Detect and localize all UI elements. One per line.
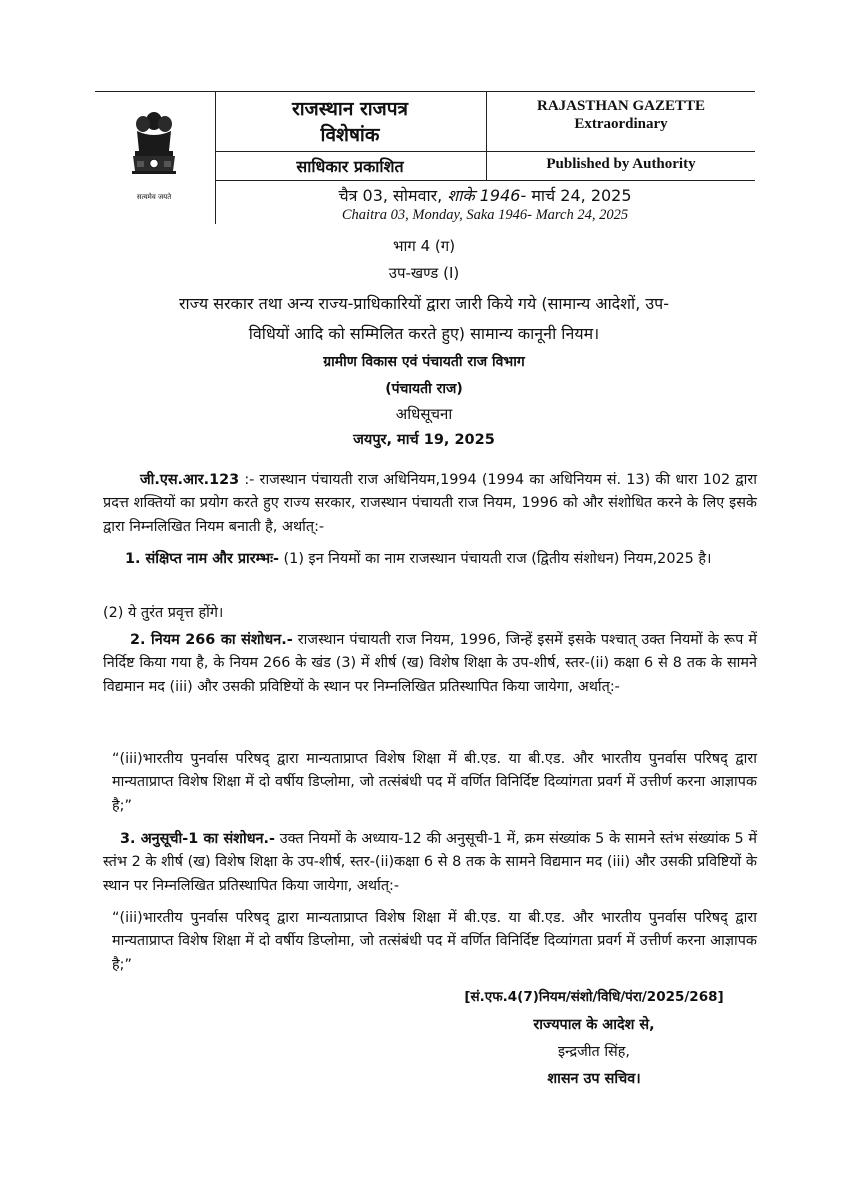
rule3-text: उक्त नियमों के अध्याय-12 की अनुसूची-1 में, क्रम संख्यांक 5 के सामने स्तंभ संख्यांक 5 में स्तंभ 2 के शीर्ष (ख) विशेष शिक्षा के उप-शीर्ष, स्तर-(ii)कक्षा 6 से 8 तक के सामने विद्यमान मद (iii) और उसकी प्रविष्टियों के स्थान पर निम्नलिखित प्रतिस्थापित किया जायेगा, अर्थात्:- (103, 831, 757, 894)
hindi-date-saka: शाके 1946 (447, 186, 521, 205)
hindi-published-by-authority: साधिकार प्रकाशित (296, 157, 404, 176)
department-name: ग्रामीण विकास एवं पंचायती राज विभाग (323, 354, 525, 370)
governor-order-line: राज्यपाल के आदेश से, (533, 1017, 655, 1033)
gazette-header (95, 91, 755, 224)
hindi-date-prefix: चैत्र 03, सोमवार, (338, 186, 448, 205)
rule3-heading: 3. अनुसूची-1 का संशोधन.- (120, 831, 275, 847)
hindi-gazette-subtitle: विशेषांक (320, 124, 380, 146)
header-top-rule (95, 91, 755, 92)
quote2-text: “(iii)भारतीय पुनर्वास परिषद् द्वारा मान्यताप्राप्त विशेष शिक्षा में बी.एड. या बी.एड. और भारतीय पुनर्वास परिषद् द्वारा मान्यताप्राप्त विशेष शिक्षा में दो वर्षीय डिप्लोमा, जो तत्संबंधी पद में वर्णित विनिर्दिष्ट दिव्यांगता प्रवर्ग में उत्तीर्ण करना आज्ञापक है;” (112, 910, 757, 973)
quote1-text: “(iii)भारतीय पुनर्वास परिषद् द्वारा मान्यताप्राप्त विशेष शिक्षा में बी.एड. या बी.एड. और भारतीय पुनर्वास परिषद् द्वारा मान्यताप्राप्त विशेष शिक्षा में दो वर्षीय डिप्लोमा, जो तत्संबंधी पद में वर्णित विनिर्दिष्ट दिव्यांगता प्रवर्ग में उत्तीर्ण करना आज्ञापक है;” (112, 751, 757, 814)
gsr-paragraph (103, 469, 757, 539)
rule1-text: (1) इन नियमों का नाम राजस्थान पंचायती राज (द्वितीय संशोधन) नियम,2025 है। (278, 551, 712, 567)
section-description-line2: विधियों आदि को सम्मिलित करते हुए) सामान्य कानूनी नियम। (248, 324, 600, 343)
ashoka-emblem-icon (123, 107, 185, 191)
emblem-motto: सत्यमेव जयते (136, 193, 172, 201)
signatory-designation: शासन उप सचिव। (547, 1071, 641, 1087)
rule2-paragraph (103, 629, 757, 699)
emblem (123, 107, 185, 207)
rule1-paragraph (103, 548, 757, 571)
rule2-text: राजस्थान पंचायती राज नियम, 1996, जिन्हें इसमें इसके पश्चात् उक्त नियमों के रूप में निर्दिष्ट किया गया है, के नियम 266 के खंड (3) में शीर्ष (ख) विशेष शिक्षा के उप-शीर्ष, स्तर-(ii) कक्षा 6 से 8 तक के सामने विद्यमान मद (iii) और उसकी प्रविष्टियों के स्थान पर निम्नलिखित प्रतिस्थापित किया जायेगा, अर्थात्:- (103, 632, 757, 695)
header-lower-rule (215, 180, 755, 181)
header-middle-rule (215, 151, 755, 152)
rule2-substitution-quote (112, 748, 757, 818)
notification-heading: अधिसूचना (395, 405, 453, 423)
hindi-date-suffix: - मार्च 24, 2025 (520, 186, 632, 205)
hindi-date-line (215, 184, 755, 206)
english-gazette-subtitle: Extraordinary (574, 116, 668, 132)
hindi-gazette-title: राजस्थान राजपत्र (291, 98, 409, 120)
sub-department-name: (पंचायती राज) (385, 381, 463, 397)
english-date-line: Chaitra 03, Monday, Saka 1946- March 24, 2025 (341, 207, 629, 223)
rule1-subclause-2: (2) ये तुरंत प्रवृत्त होंगे। (103, 605, 224, 621)
signatory-name: इन्द्रजीत सिंह, (557, 1044, 630, 1060)
rule3-paragraph (103, 828, 757, 898)
english-gazette-title: RAJASTHAN GAZETTE (537, 98, 705, 114)
part-label: भाग 4 (ग) (392, 237, 456, 255)
rule3-substitution-quote (112, 907, 757, 977)
subpart-label: उप-खण्ड (I) (388, 264, 460, 282)
place-date: जयपुर, मार्च 19, 2025 (353, 432, 495, 448)
rule1-heading: 1. संक्षिप्त नाम और प्रारम्भः- (125, 551, 279, 567)
gsr-text: :- राजस्थान पंचायती राज अधिनियम,1994 (1994 का अधिनियम सं. 13) की धारा 102 द्वारा प्रदत्त शक्तियों का प्रयोग करते हुए राज्य सरकार, राजस्थान पंचायती राज नियम, 1996 को और संशोधित करने के लिए इसके द्वारा निम्नलिखित नियम बनाती है, अर्थात्:- (103, 472, 757, 535)
gsr-number: जी.एस.आर.123 (140, 472, 240, 488)
file-reference: [सं.एफ.4(7)नियम/संशो/विधि/पंरा/2025/268] (464, 989, 724, 1005)
english-published-by-authority: Published by Authority (546, 156, 696, 172)
rule2-heading: 2. नियम 266 का संशोधन.- (130, 632, 293, 648)
section-description-line1: राज्य सरकार तथा अन्य राज्य-प्राधिकारियों द्वारा जारी किये गये (सामान्य आदेशों, उप- (178, 294, 670, 313)
